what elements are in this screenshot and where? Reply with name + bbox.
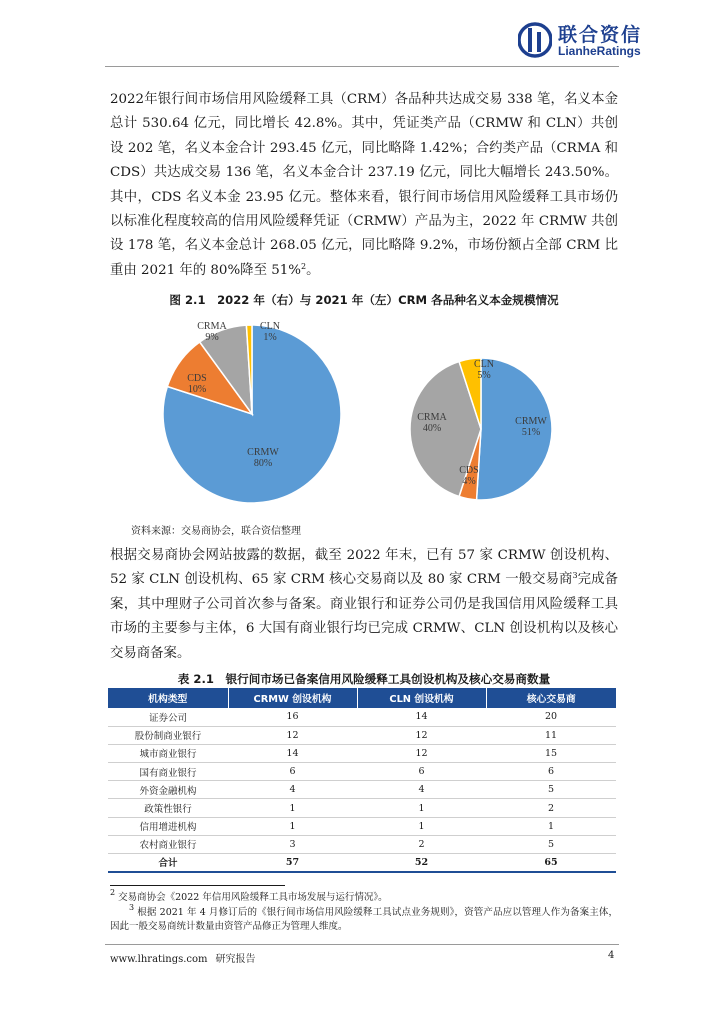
table-cell-crmw: 3	[228, 835, 357, 853]
table-row	[108, 726, 616, 744]
paragraph-text-rest: 完成备案，其中理财子公司首次参与备案。商业银行和证券公司仍是我国信用风险缓释工具市场的主要参与主体，6 大国有商业银行均已完成 CRMW、CLN 创设机构以及核心交易商备案。	[110, 572, 618, 661]
footer-divider	[105, 944, 619, 945]
pie-value-2021-cds: 10%	[187, 384, 207, 395]
header-core-dealers: 核心交易商	[486, 688, 616, 708]
footer-website-link[interactable]: www.lhratings.com	[110, 954, 208, 965]
table-cell-core: 20	[486, 708, 616, 726]
pie-label-2022-crmw: CRMW	[515, 416, 547, 427]
table-total-row	[108, 854, 616, 872]
pie-value-2022-crmw: 51%	[521, 427, 541, 438]
table-cell-core: 6	[486, 763, 616, 781]
table-row	[108, 817, 616, 835]
paragraph-crm-overview	[110, 88, 618, 283]
table-cell-type: 外资金融机构	[108, 781, 228, 799]
pie-label-2022-crma: CRMA	[417, 412, 447, 423]
table-cell-type: 信用增进机构	[108, 817, 228, 835]
table-header-row	[108, 688, 616, 708]
table-total-cln: 52	[357, 854, 486, 872]
figure-source: 资料来源：交易商协会，联合资信整理	[131, 526, 301, 537]
logo-mark-icon	[518, 20, 552, 60]
footnote-2	[110, 888, 618, 905]
header-divider	[105, 66, 619, 67]
page-number: 4	[608, 950, 615, 961]
figure-title: 图 2.1 2022 年（右）与 2021 年（左）CRM 各品种名义本金规模情况	[169, 293, 559, 307]
paragraph-end: 。	[306, 262, 320, 278]
table-cell-cln: 12	[357, 726, 486, 744]
table-title: 表 2.1 银行间市场已备案信用风险缓释工具创设机构及核心交易商数量	[177, 672, 551, 686]
table-total-core: 65	[486, 854, 616, 872]
table-row	[108, 708, 616, 726]
table-cell-crmw: 1	[228, 799, 357, 817]
table-cell-cln: 1	[357, 817, 486, 835]
table-cell-crmw: 12	[228, 726, 357, 744]
table-cell-type: 城市商业银行	[108, 744, 228, 762]
footnote-3-mark: 3	[129, 903, 135, 912]
table-cell-core: 1	[486, 817, 616, 835]
table-cell-type: 政策性银行	[108, 799, 228, 817]
table-cell-crmw: 4	[228, 781, 357, 799]
company-logo	[518, 18, 658, 64]
table-cell-type: 证券公司	[108, 708, 228, 726]
header-cln-creators: CLN 创设机构	[357, 688, 486, 708]
table-cell-crmw: 6	[228, 763, 357, 781]
footer-label: 研究报告	[215, 954, 256, 965]
table-cell-core: 5	[486, 781, 616, 799]
logo-english-name: LianheRatings	[558, 44, 641, 58]
figure-pie-charts	[110, 315, 618, 515]
table-cell-crmw: 16	[228, 708, 357, 726]
table-cell-cln: 4	[357, 781, 486, 799]
table-row	[108, 781, 616, 799]
footnote-2-mark: 2	[110, 888, 116, 897]
table-row	[108, 744, 616, 762]
footnote-ref-2[interactable]: 2	[300, 261, 307, 271]
paragraph-text: 根据交易商协会网站披露的数据，截至 2022 年末，已有 57 家 CRMW 创设机构、52 家 CLN 创设机构、65 家 CRM 核心交易商以及 80 家 CRM 一般交易商	[110, 548, 618, 588]
table-total-type: 合计	[108, 854, 228, 872]
table-cell-cln: 6	[357, 763, 486, 781]
footnote-2-text: 交易商协会《2022 年信用风险缓释工具市场发展与运行情况》。	[118, 892, 388, 903]
table-cell-core: 15	[486, 744, 616, 762]
paragraph-text: 2022年银行间市场信用风险缓释工具（CRM）各品种共达成交易 338 笔，名义本金总计 530.64 亿元，同比增长 42.8%。其中，凭证类产品（CRMW 和 CLN）共创设 202 笔，名义本金合计 293.45 亿元，同比略降 1.42%；合约类产品（CRMA 和 CDS）共达成交易 136 笔，名义本金合计 237.19 亿元，同比大幅增长 243.50%。其中，CDS 名义本金 23.95 亿元。整体来看，银行间市场信用风险缓释工具市场仍以标准化程度较高的信用风险缓释凭证（CRMW）产品为主，2022 年 CRMW 共创设 178 笔，名义本金总计 268.05 亿元，同比略降 9.2%，市场份额占全部 CRM 比重由 2021 年的 80%降至 51%	[110, 92, 618, 278]
table-row	[108, 835, 616, 853]
table-cell-core: 5	[486, 835, 616, 853]
footnote-3-text: 根据 2021 年 4 月修订后的《银行间市场信用风险缓释工具试点业务规则》，资管产品应以管理人作为备案主体，因此一般交易商统计数量由资管产品修正为管理人维度。	[110, 907, 618, 932]
institutions-table	[108, 688, 616, 873]
table-total-crmw: 57	[228, 854, 357, 872]
table-row	[108, 799, 616, 817]
table-cell-core: 2	[486, 799, 616, 817]
footer-left	[110, 950, 264, 965]
table-cell-type: 农村商业银行	[108, 835, 228, 853]
pie-label-2022-cds: CDS	[459, 465, 479, 476]
pie-charts-svg	[110, 315, 618, 515]
table-cell-cln: 1	[357, 799, 486, 817]
pie-value-2022-crma: 40%	[422, 423, 442, 434]
pie-value-2021-crma: 9%	[205, 332, 219, 343]
logo-chinese-name: 联合资信	[558, 24, 643, 46]
paragraph-registered-institutions	[110, 544, 618, 666]
pie-value-2022-cds: 4%	[462, 476, 476, 487]
table-body	[108, 708, 616, 872]
table-row	[108, 763, 616, 781]
footnote-3	[110, 903, 618, 934]
header-crmw-creators: CRMW 创设机构	[228, 688, 357, 708]
table-cell-crmw: 14	[228, 744, 357, 762]
footnote-divider	[110, 885, 285, 886]
table-cell-cln: 2	[357, 835, 486, 853]
pie-value-2021-cln: 1%	[263, 332, 277, 343]
table-cell-type: 股份制商业银行	[108, 726, 228, 744]
table-cell-crmw: 1	[228, 817, 357, 835]
pie-label-2021-crma: CRMA	[197, 321, 227, 332]
header-institution-type: 机构类型	[108, 688, 228, 708]
pie-label-2022-cln: CLN	[474, 359, 494, 370]
pie-value-2021-crmw: 80%	[253, 458, 273, 469]
pie-label-2021-cds: CDS	[187, 373, 207, 384]
pie-label-2021-cln: CLN	[260, 321, 280, 332]
table-cell-cln: 12	[357, 744, 486, 762]
table-cell-type: 国有商业银行	[108, 763, 228, 781]
pie-label-2021-crmw: CRMW	[247, 447, 279, 458]
pie-value-2022-cln: 5%	[477, 370, 491, 381]
table-cell-cln: 14	[357, 708, 486, 726]
footnote-ref-3[interactable]: 3	[572, 571, 578, 581]
table-cell-core: 11	[486, 726, 616, 744]
